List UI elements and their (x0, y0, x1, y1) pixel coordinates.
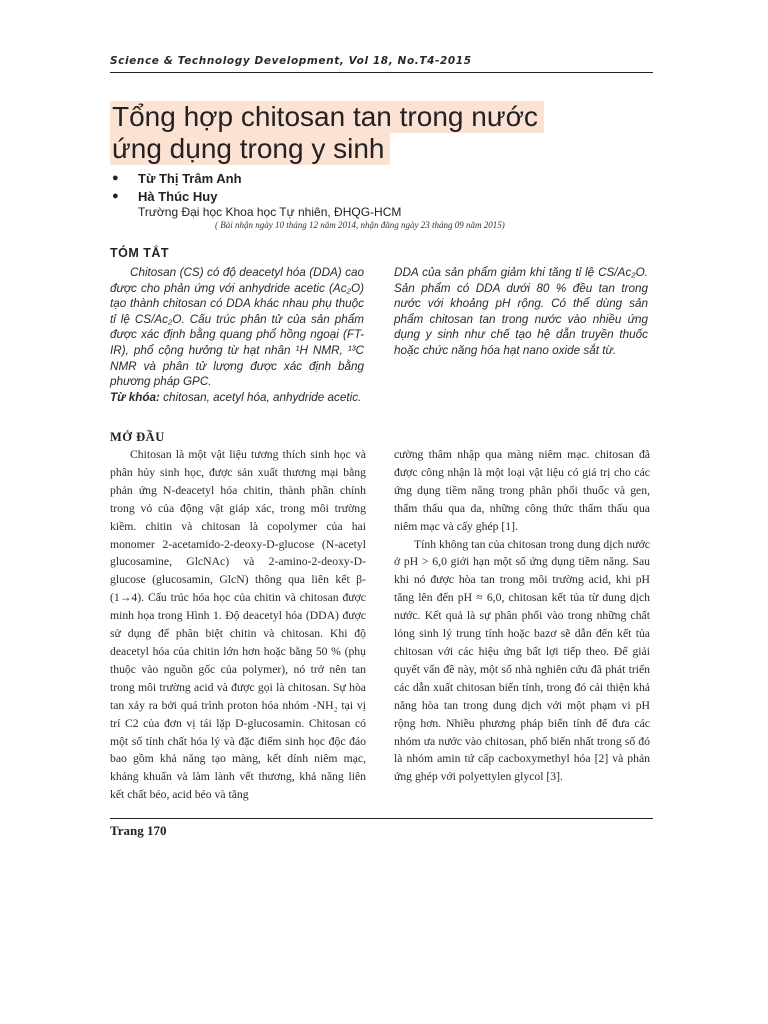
author-name: Từ Thị Trâm Anh (138, 171, 242, 186)
keywords-line (110, 390, 364, 406)
article-title-line-1: Tổng hợp chitosan tan trong nước (110, 101, 544, 133)
intro-paragraph-1: Chitosan là một vật liệu tương thích sinh học và phân hủy sinh học, được sản xuất thương mại bằng phản ứng N-deacetyl hóa chitin, thành phần chính trong vỏ của động vật giáp xác, trong môi trường kiềm. chitin và chitosan là copolymer của hai monomer 2-acetamido-2-deoxy-D-glucose (N-acetyl glucosamine, GlcNAc) và 2-amino-2-deoxy-D-glucose (glucosamin, GlcN) thông qua liên kết β-(1→4). Cấu trúc hóa học của chitin và chitosan được minh họa trong Hình 1. Độ deacetyl hóa (DDA) được sử dụng để phân biệt chitin và chitosan. Khi độ deacetyl hóa của chitin lớn hơn hoặc bằng 50 % (phụ thuộc vào nguồn gốc của polymer), nó trở nên tan trong môi trường acid và được gọi là chitosan. Sự hòa tan xảy ra bởi quá trình proton hóa nhóm -NH₂ tại vị trí C2 của đơn vị tái lặp D-glucosamin. Chitosan có một số tính chất hóa lý và đặc điểm sinh học độc đáo bao gồm khả năng tạo màng, kết dính niêm mạc, kháng khuẩn và làm lành vết thương, khả năng liên kết chất béo, acid béo và tăng (110, 448, 366, 802)
author-1 (112, 171, 242, 186)
body-column-right (394, 446, 650, 786)
author-2 (112, 189, 218, 204)
received-dates: ( Bài nhận ngày 10 tháng 12 năm 2014, nhận đăng ngày 23 tháng 09 năm 2015) (215, 220, 505, 230)
page-number: Trang 170 (110, 823, 167, 838)
abstract-column-left (110, 265, 364, 405)
keywords-label: Từ khóa: (110, 390, 160, 404)
abstract-heading: TÓM TẮT (110, 246, 170, 260)
article-title-line-2: ứng dụng trong y sinh (110, 133, 390, 165)
abstract-paragraph-continued: DDA của sản phẩm giảm khi tăng tỉ lệ CS/Ac₂O. Sản phẩm có DDA dưới 80 % đều tan trong nước với khoảng pH rộng. Có thể dùng sản phẩm chitosan tan trong nước vào nhiều ứng dụng y sinh như chế tạo hệ dẫn truyền thuốc hoặc chức năng hóa hạt nano oxide sắt từ. (394, 266, 648, 357)
intro-paragraph-2: Tính không tan của chitosan trong dung dịch nước ở pH > 6,0 giới hạn một số ứng dụng tiềm năng. Sau khi nó được hòa tan trong môi trường acid, khi pH tăng lên đến pH ≈ 6,0, chitosan kết tủa từ dung dịch nước. Kết quả là sự phân phối vào trong những chất lỏng sinh lý trung tính hoặc bazơ sẽ dẫn đến kết tủa chitosan với các hiệu ứng bất lợi tiếp theo. Để giải quyết vấn đề này, một số nhà nghiên cứu đã phát triển các dẫn xuất chitosan biến tính, trong đó cải thiện khả năng hòa tan trong dung dịch với một phạm vi pH rộng hơn. Nhiều phương pháp biến tính để đưa các nhóm ưa nước vào chitosan, phổ biến nhất trong số đó là nhóm amin tứ cấp cacboxymethyl hóa [2] và phản ứng ghép với polyettylen glycol [3]. (394, 537, 650, 784)
affiliation: Trường Đại học Khoa học Tự nhiên, ĐHQG-HCM (138, 205, 402, 219)
abstract-column-right (394, 265, 648, 359)
intro-heading: MỞ ĐẦU (110, 430, 165, 444)
author-name: Hà Thúc Huy (138, 189, 218, 204)
bullet-icon: ● (112, 190, 119, 202)
abstract-paragraph: Chitosan (CS) có độ deacetyl hóa (DDA) cao được cho phản ứng với anhydride acetic (Ac₂O) tạo thành chitosan có DDA khác nhau phụ thuộc tỉ lệ CS/Ac₂O. Cấu trúc phân tử của sản phẩm được xác định bằng quang phổ hồng ngoại (FT-IR), phổ cộng hưởng từ hạt nhân ¹H NMR, ¹³C NMR và phân tử lượng được xác định bằng phương pháp GPC. (110, 266, 364, 389)
running-head: Science & Technology Development, Vol 18, No.T4-2015 (110, 55, 472, 67)
footer-rule (110, 818, 653, 819)
bullet-icon: ● (112, 172, 119, 184)
body-column-left (110, 446, 366, 804)
keywords-text: chitosan, acetyl hóa, anhydride acetic. (159, 390, 362, 404)
header-rule (110, 72, 653, 73)
intro-paragraph-1-continued: cường thâm nhập qua màng niêm mạc. chitosan đã được công nhận là một loại vật liệu có giá trị cho các ứng dụng tiềm năng trong phân phối thuốc và gen, thẩm thấu qua da, những công thức thẩm thấu qua niêm mạc và cấy ghép [1]. (394, 448, 650, 533)
